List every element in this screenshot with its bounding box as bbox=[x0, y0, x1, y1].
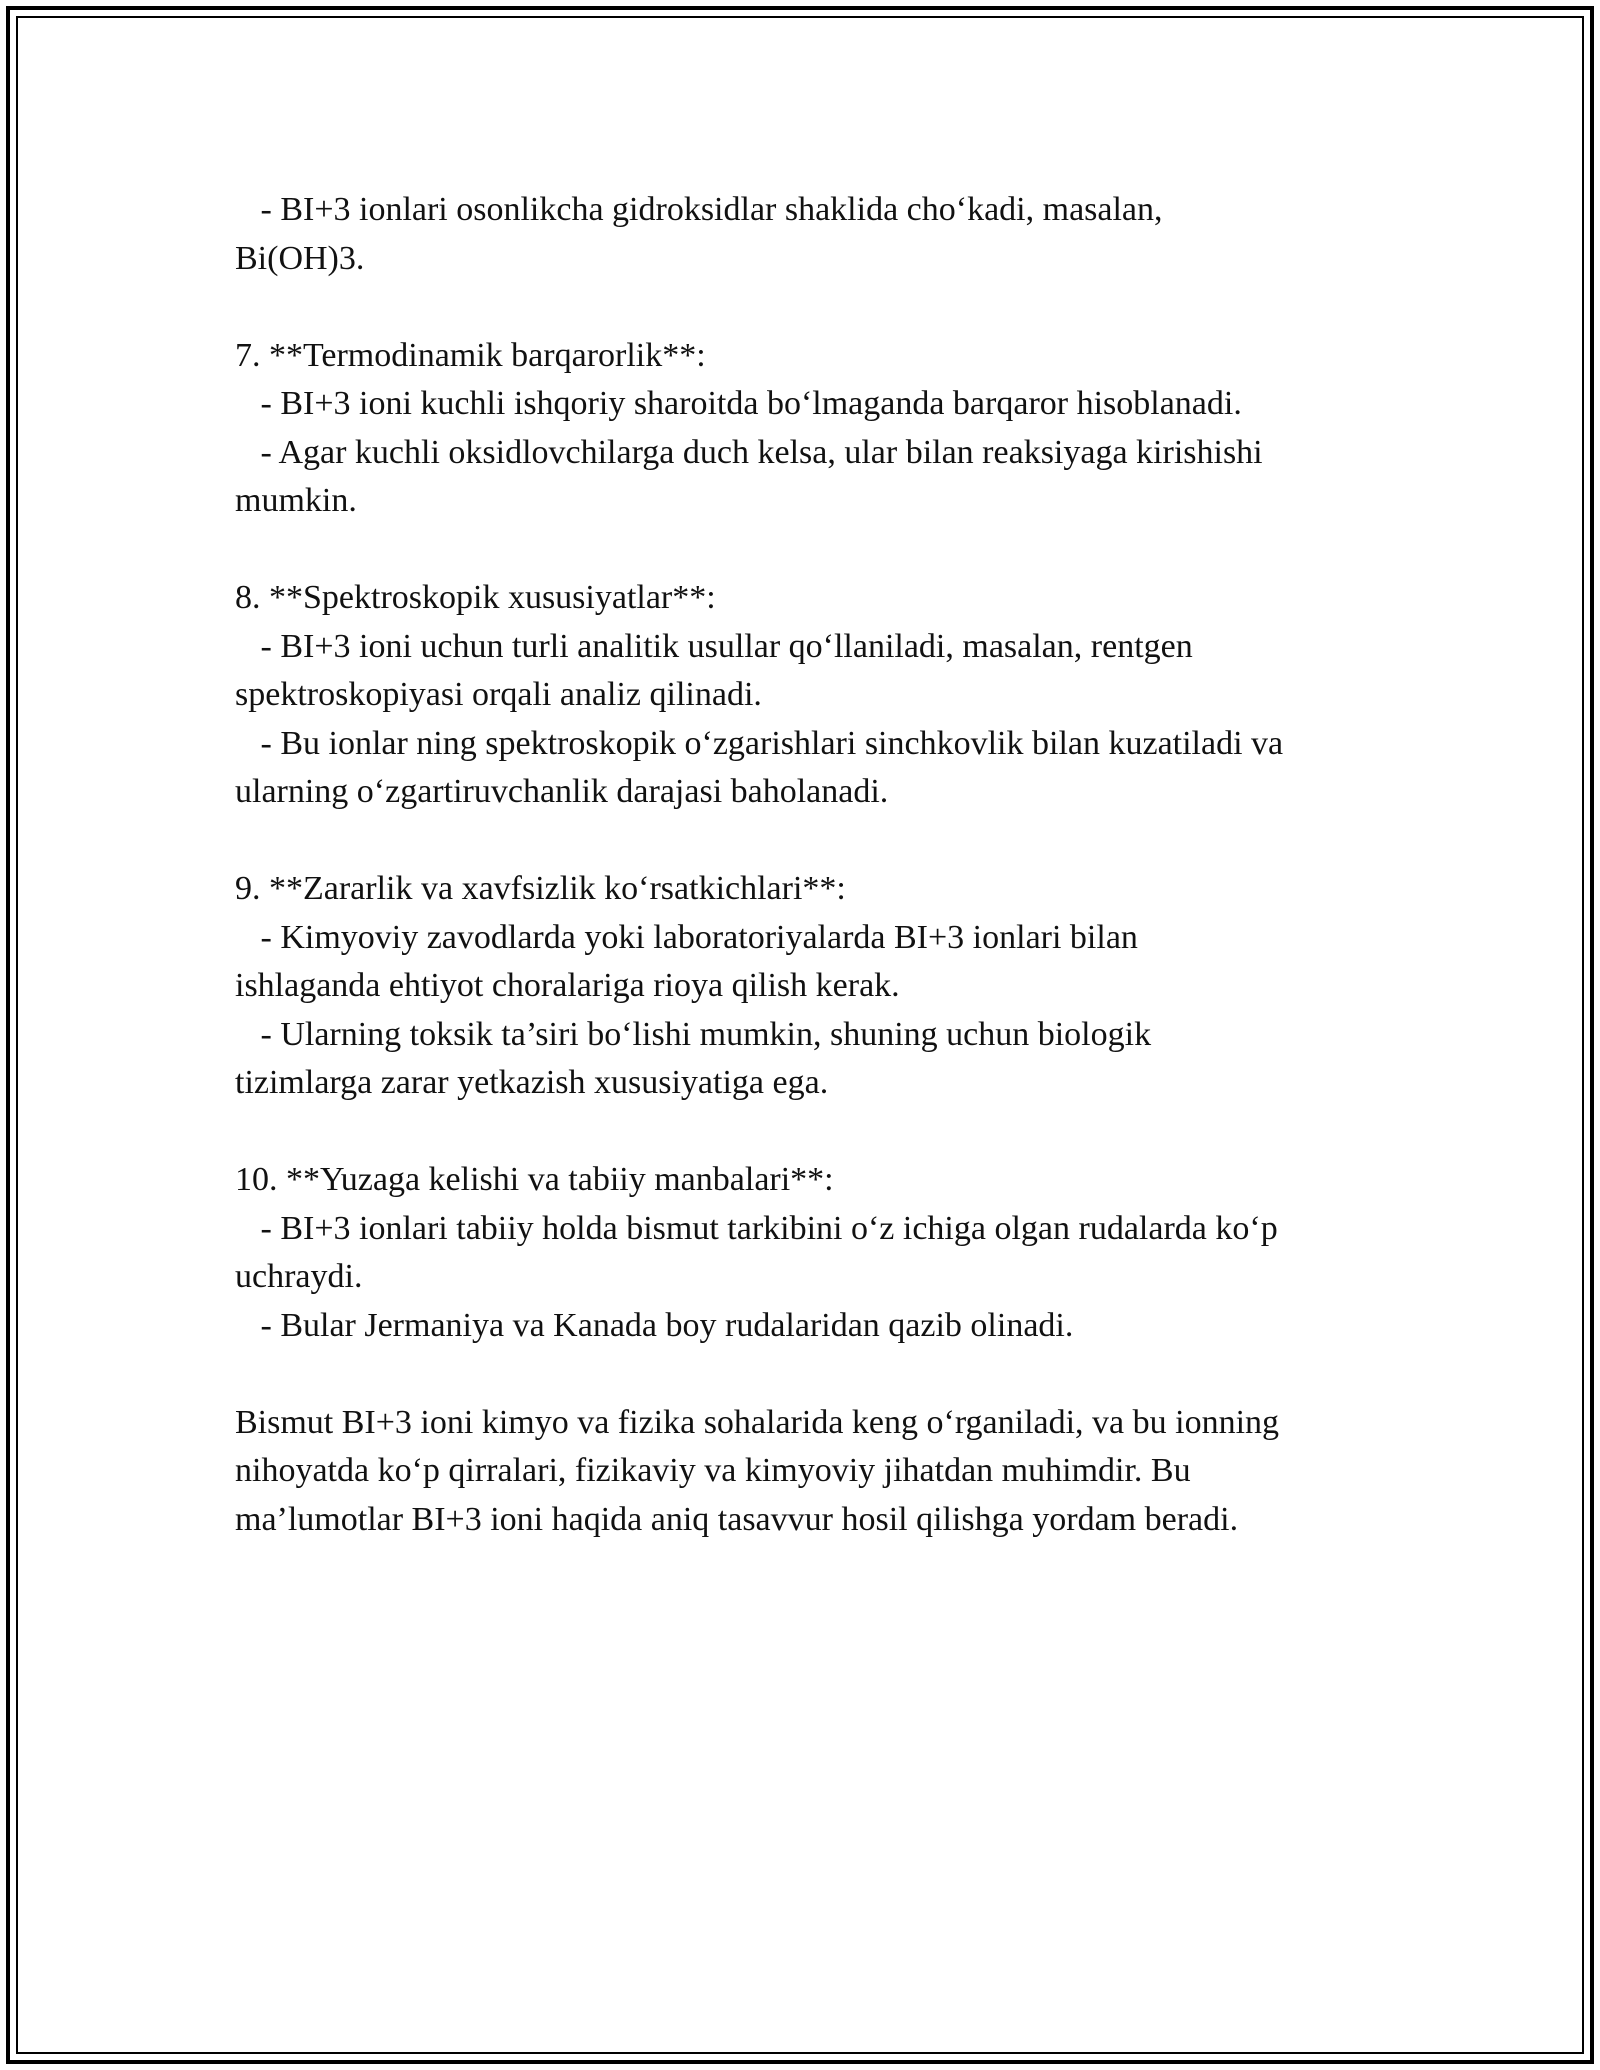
conclusion-line: Bismut BI+3 ioni kimyo va fizika sohalarida keng o‘rganiladi, va bu ionning bbox=[235, 1403, 1280, 1441]
blank-line bbox=[235, 526, 1385, 575]
blank-line bbox=[235, 817, 1385, 866]
section-heading: 7. **Termodinamik barqarorlik**: bbox=[235, 336, 706, 374]
text-line: - BI+3 ioni uchun turli analitik usullar qo‘llaniladi, masalan, rentgen bbox=[235, 627, 1193, 665]
text-line: - BI+3 ionlari tabiiy holda bismut tarkibini o‘z ichiga olgan rudalarda ko‘p bbox=[235, 1209, 1278, 1247]
blank-line bbox=[235, 1108, 1385, 1157]
section-heading: 9. **Zararlik va xavfsizlik ko‘rsatkichlari**: bbox=[235, 870, 846, 907]
text-line: - Bu ionlar ning spektroskopik o‘zgarishlari sinchkovlik bilan kuzatiladi va bbox=[235, 724, 1284, 762]
blank-line bbox=[235, 283, 1385, 332]
section-heading: 10. **Yuzaga kelishi va tabiiy manbalari**: bbox=[235, 1161, 834, 1198]
text-line: - Agar kuchli oksidlovchilarga duch kelsa, ular bilan reaksiyaga kirishishi bbox=[235, 433, 1263, 471]
text-line: - BI+3 ionlari osonlikcha gidroksidlar shaklida cho‘kadi, masalan, bbox=[235, 191, 1163, 228]
text-line: spektroskopiyasi orqali analiz qilinadi. bbox=[235, 676, 762, 713]
text-line: ishlaganda ehtiyot choralariga rioya qilish kerak. bbox=[235, 967, 900, 1004]
text-line: - Ularning toksik ta’siri bo‘lishi mumkin, shuning uchun biologik bbox=[235, 1015, 1152, 1053]
text-line: uchraydi. bbox=[235, 1258, 363, 1295]
text-line: - Kimyoviy zavodlarda yoki laboratoriyalarda BI+3 ionlari bilan bbox=[235, 918, 1138, 956]
text-line: - Bular Jermaniya va Kanada boy rudalaridan qazib olinadi. bbox=[235, 1306, 1074, 1344]
conclusion-line: nihoyatda ko‘p qirralari, fizikaviy va kimyoviy jihatdan muhimdir. Bu bbox=[235, 1452, 1191, 1489]
text-line: Bi(OH)3. bbox=[235, 239, 365, 277]
text-line: - BI+3 ioni kuchli ishqoriy sharoitda bo‘lmaganda barqaror hisoblanadi. bbox=[235, 385, 1242, 422]
text-line: ularning o‘zgartiruvchanlik darajasi baholanadi. bbox=[235, 773, 889, 810]
blank-line bbox=[235, 1350, 1385, 1399]
document-body bbox=[235, 186, 1385, 1544]
section-heading: 8. **Spektroskopik xususiyatlar**: bbox=[235, 579, 716, 616]
text-line: mumkin. bbox=[235, 482, 357, 519]
conclusion-line: ma’lumotlar BI+3 ioni haqida aniq tasavvur hosil qilishga yordam beradi. bbox=[235, 1500, 1239, 1538]
text-line: tizimlarga zarar yetkazish xususiyatiga ega. bbox=[235, 1064, 829, 1101]
